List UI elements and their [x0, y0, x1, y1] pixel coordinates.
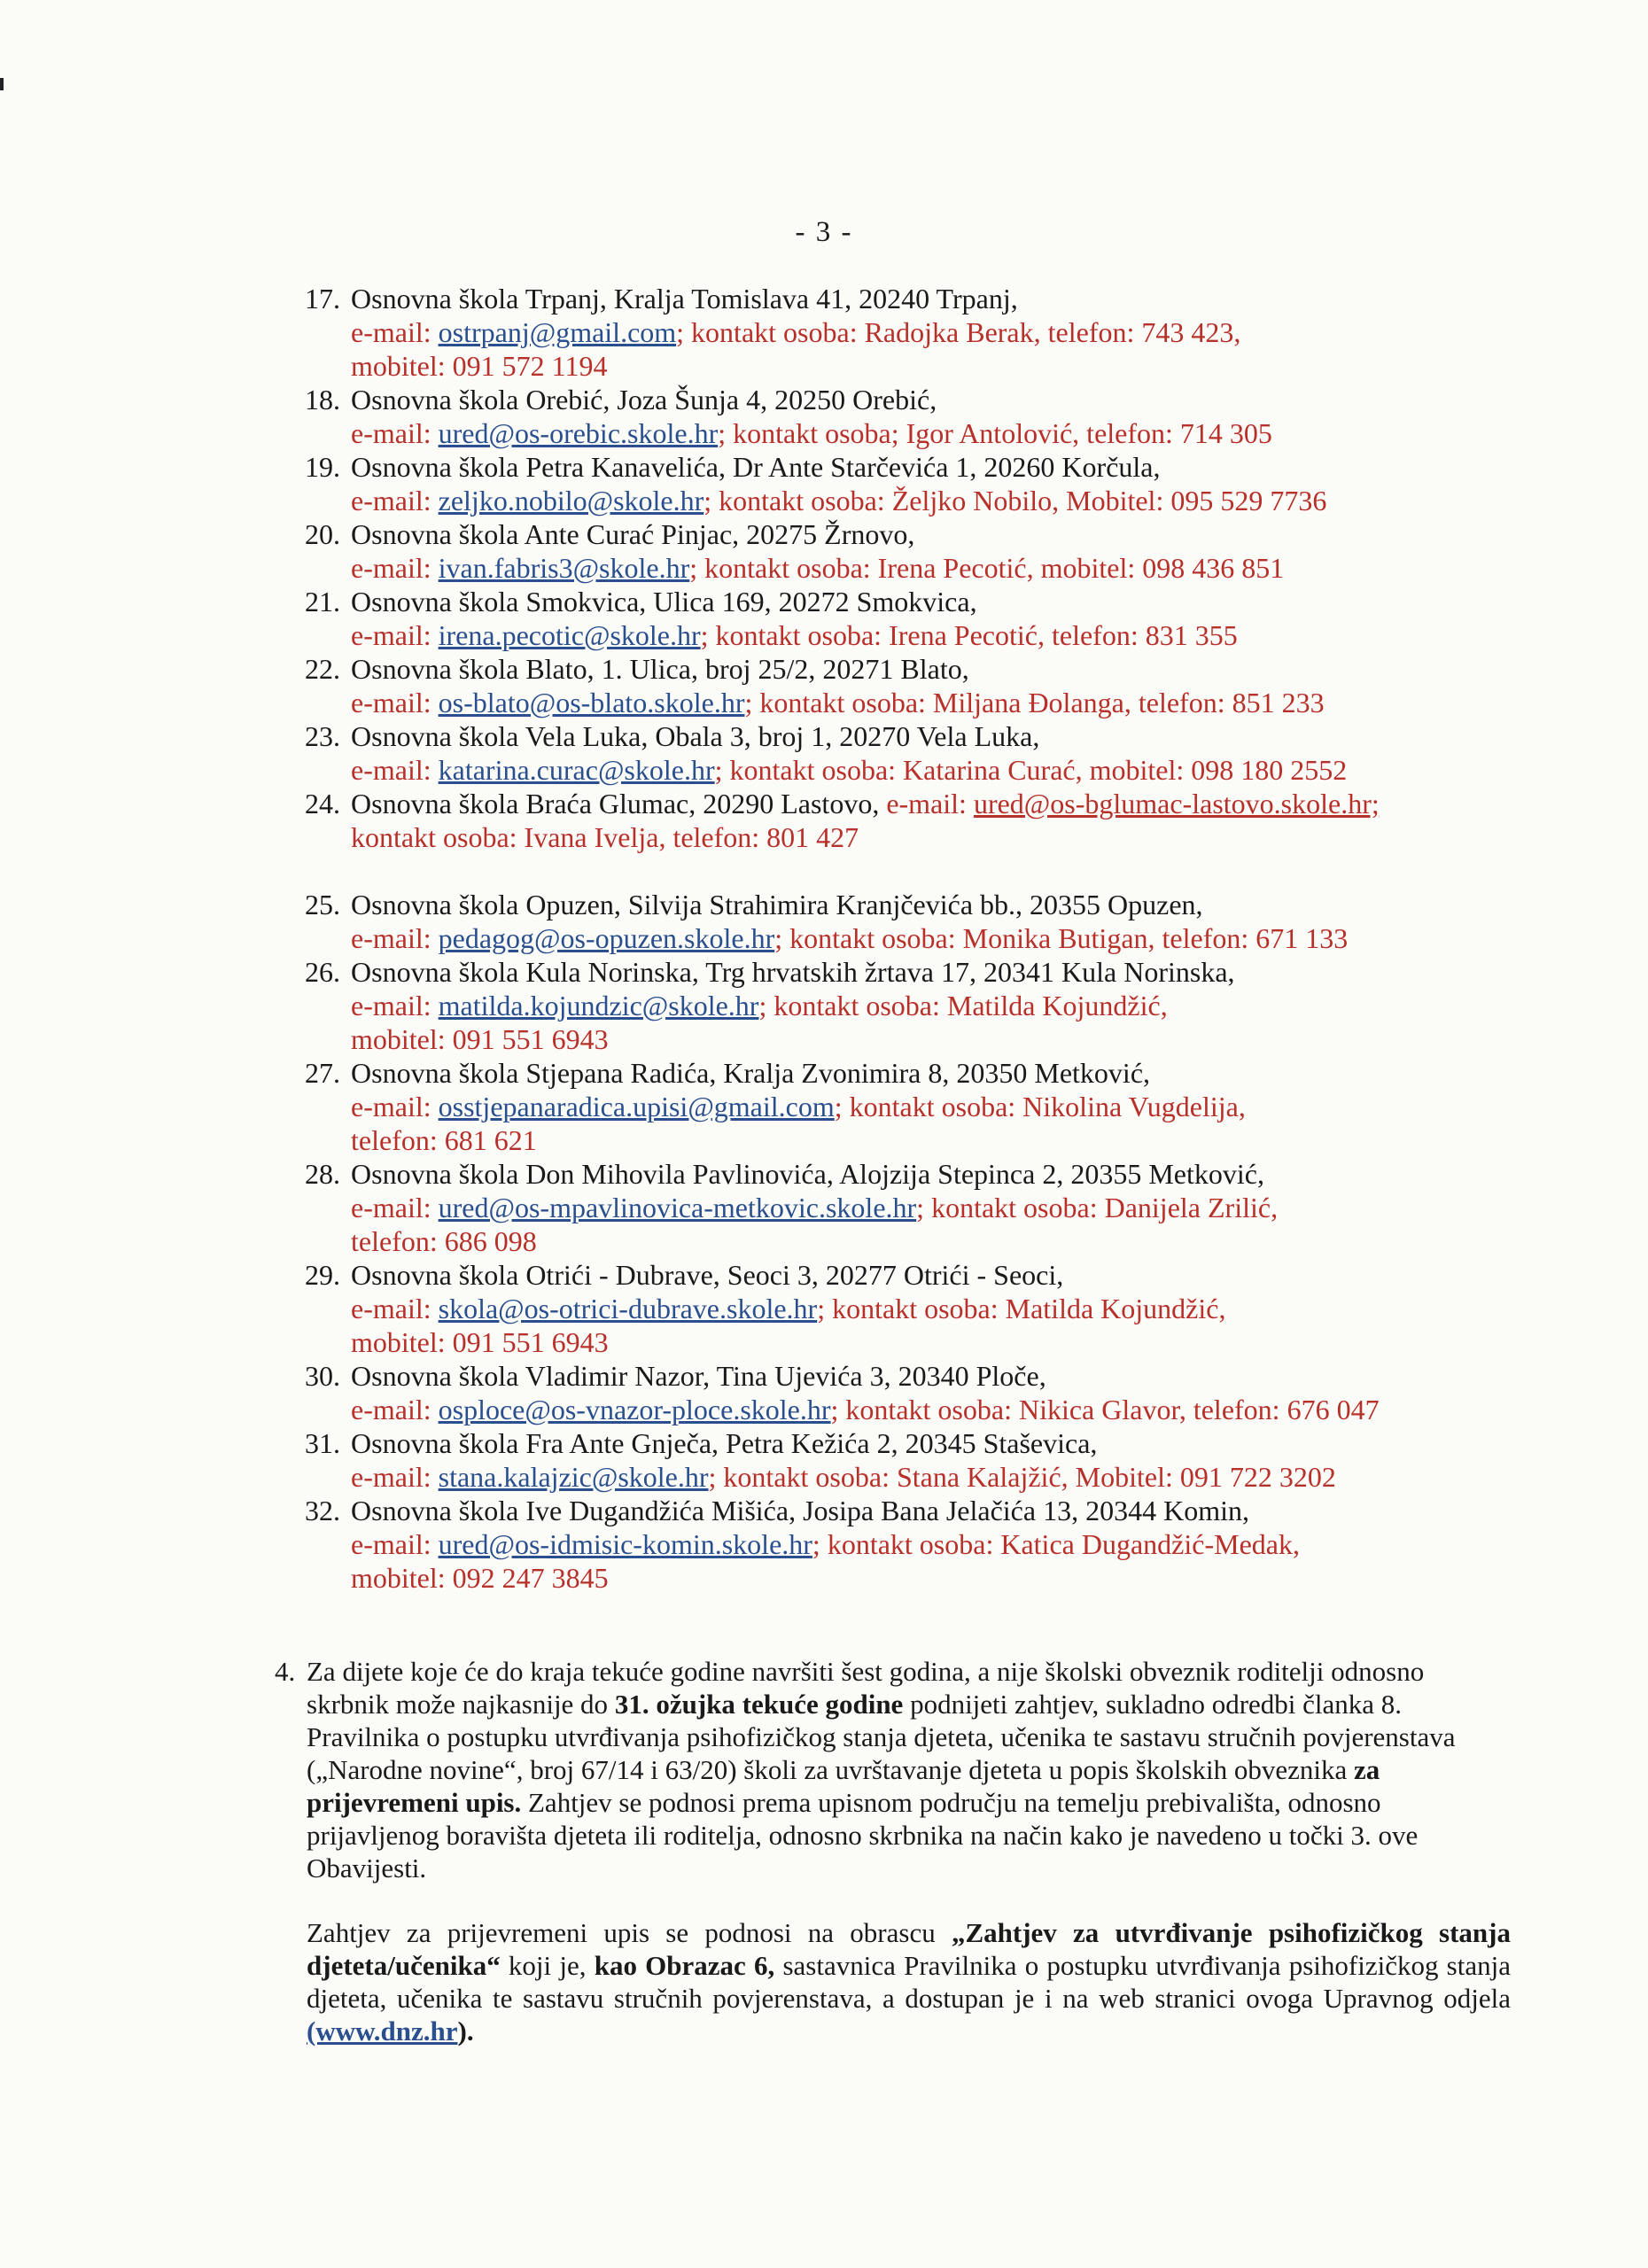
email-link[interactable]: irena.pecotic@skole.hr	[438, 619, 701, 651]
section-number: 4.	[275, 1656, 296, 1687]
email-label: e-mail:	[351, 417, 439, 449]
email-link[interactable]: osstjepanaradica.upisi@gmail.com	[438, 1091, 835, 1122]
contact-person: kontakt osoba; Igor Antolović, telefon: 714 305	[733, 417, 1272, 449]
section-4	[275, 1655, 1511, 2047]
email-label: e-mail:	[351, 1293, 439, 1324]
contact-line	[351, 753, 1528, 787]
contact-person: ;	[774, 922, 790, 954]
page-number: - 3 -	[795, 216, 853, 248]
item-number: 30.	[305, 1360, 340, 1392]
list-item	[305, 787, 1528, 854]
list-item	[305, 450, 1528, 517]
item-number: 23.	[305, 720, 340, 752]
school-address: Osnovna škola Opuzen, Silvija Strahimira Kranjčevića bb., 20355 Opuzen,	[351, 889, 1203, 920]
email-label: e-mail:	[351, 922, 439, 954]
contact-person: kontakt osoba: Matilda Kojundžić,	[773, 990, 1168, 1021]
contact-line-2: mobitel: 091 572 1194	[351, 350, 608, 382]
email-link[interactable]: ostrpanj@gmail.com	[438, 316, 677, 348]
email-label: e-mail:	[351, 754, 439, 786]
contact-person: ;	[700, 619, 716, 651]
school-address: Osnovna škola Don Mihovila Pavlinovića, Alojzija Stepinca 2, 20355 Metković,	[351, 1158, 1264, 1190]
contact-line: kontakt osoba: Ivana Ivelja, telefon: 801 427	[351, 821, 859, 853]
email-label: e-mail:	[351, 619, 439, 651]
text-run: ).	[457, 2016, 474, 2047]
list-item	[305, 585, 1528, 652]
email-label: e-mail:	[351, 552, 439, 584]
text-run: Zahtjev se podnosi prema upisnom području na temelju prebivališta, odnosno prijavljenog boravišta djeteta ili roditelja, odnosno skrbnika na način kako je navedeno u točki 3. ove Obavijesti.	[307, 1787, 1419, 1884]
email-link[interactable]: os-blato@os-blato.skole.hr	[438, 687, 745, 718]
contact-person: kontakt osoba: Matilda Kojundžić,	[832, 1293, 1226, 1324]
school-address: Osnovna škola Ive Dugandžića Mišića, Josipa Bana Jelačića 13, 20344 Komin,	[351, 1495, 1249, 1526]
email-label: e-mail:	[351, 1091, 439, 1122]
list-item	[305, 1494, 1528, 1595]
contact-person: kontakt osoba: Danijela Zrilić,	[931, 1192, 1279, 1223]
contact-line	[351, 416, 1528, 450]
contact-line-2: mobitel: 092 247 3845	[351, 1562, 609, 1594]
school-address: Osnovna škola Blato, 1. Ulica, broj 25/2, 20271 Blato,	[351, 653, 969, 685]
contact-person: kontakt osoba: Monika Butigan, telefon: 671 133	[789, 922, 1349, 954]
email-link[interactable]: zeljko.nobilo@skole.hr	[438, 485, 704, 517]
contact-person: kontakt osoba: Irena Pecotić, telefon: 831 355	[715, 619, 1238, 651]
bold-form-name: „Zahtjev za utvrđivanje psihofizičkog stanja djeteta/učenika“	[307, 1917, 1511, 1981]
contact-person: ;	[744, 687, 760, 718]
contact-line-2: telefon: 686 098	[351, 1225, 537, 1257]
contact-line	[351, 989, 1528, 1022]
list-item	[305, 282, 1528, 383]
email-link[interactable]: stana.kalajzic@skole.hr	[438, 1461, 709, 1493]
contact-person: kontakt osoba: Miljana Đolanga, telefon: 851 233	[759, 687, 1325, 718]
email-link[interactable]: osploce@os-vnazor-ploce.skole.hr	[438, 1394, 831, 1425]
contact-line	[351, 921, 1528, 955]
school-address: Osnovna škola Stjepana Radića, Kralja Zvonimira 8, 20350 Metković,	[351, 1057, 1151, 1089]
email-link[interactable]: pedagog@os-opuzen.skole.hr	[438, 922, 775, 954]
contact-person: kontakt osoba: Radojka Berak, telefon: 743 423,	[691, 316, 1241, 348]
contact-person: ;	[676, 316, 692, 348]
list-item	[305, 383, 1528, 450]
item-number: 26.	[305, 956, 340, 988]
contact-line	[351, 618, 1528, 652]
website-link[interactable]: (www.dnz.hr	[307, 2016, 458, 2047]
school-address: Osnovna škola Vela Luka, Obala 3, broj 1, 20270 Vela Luka,	[351, 720, 1040, 752]
contact-person: ;	[718, 417, 734, 449]
contact-person: kontakt osoba: Željko Nobilo, Mobitel: 095 529 7736	[719, 485, 1327, 517]
email-label: e-mail:	[351, 990, 439, 1021]
list-item	[305, 1359, 1528, 1426]
contact-line-2: telefon: 681 621	[351, 1124, 537, 1156]
email-label: e-mail:	[351, 687, 439, 718]
list-item	[305, 719, 1528, 787]
text-run: Za dijete koje će do kraja tekuće godine navršiti šest godina, a nije školski obveznik roditelji odnosno skrbnik može najkasnije do	[307, 1656, 1425, 1720]
contact-person: ;	[758, 990, 774, 1021]
school-address: Osnovna škola Petra Kanavelića, Dr Ante Starčevića 1, 20260 Korčula,	[351, 451, 1161, 483]
email-label: e-mail:	[886, 788, 974, 819]
email-label: e-mail:	[351, 1192, 439, 1223]
contact-person: kontakt osoba: Irena Pecotić, mobitel: 098 436 851	[704, 552, 1285, 584]
list-item	[305, 888, 1528, 955]
item-number: 20.	[305, 518, 340, 550]
email-link[interactable]: ivan.fabris3@skole.hr	[438, 552, 690, 584]
contact-person: ;	[916, 1192, 932, 1223]
item-number: 17.	[305, 283, 340, 315]
paragraph-2	[307, 1916, 1511, 2047]
contact-person: ;	[812, 1528, 828, 1560]
text-run: podnijeti zahtjev, sukladno odredbi članka 8. Pravilnika o postupku utvrđivanja psihofizičkog stanja djeteta, učenika te sastavu stručnih povjerenstava („Narodne novine“, broj 67/14 i 63/20) školi za uvrštavanje djeteta u popis školskih obveznika	[307, 1689, 1456, 1785]
school-address: Osnovna škola Kula Norinska, Trg hrvatskih žrtava 17, 20341 Kula Norinska,	[351, 956, 1235, 988]
contact-line	[351, 1292, 1528, 1325]
item-number: 22.	[305, 653, 340, 685]
contact-line	[351, 1527, 1528, 1561]
school-address: Osnovna škola Smokvica, Ulica 169, 20272 Smokvica,	[351, 586, 977, 617]
contact-person: ;	[708, 1461, 724, 1493]
bold-form-number: kao Obrazac 6,	[594, 1950, 775, 1981]
contact-person: ;	[817, 1293, 833, 1324]
school-address: Osnovna škola Braća Glumac, 20290 Lastovo,	[351, 788, 887, 819]
item-number: 24.	[305, 788, 340, 819]
list-item	[305, 652, 1528, 719]
email-link[interactable]: ured@os-idmisic-komin.skole.hr	[438, 1528, 812, 1560]
contact-person: ;	[689, 552, 705, 584]
list-item	[305, 1157, 1528, 1258]
item-number: 32.	[305, 1495, 340, 1526]
item-number: 31.	[305, 1427, 340, 1459]
email-label: e-mail:	[351, 485, 439, 517]
list-item	[305, 517, 1528, 585]
contact-line	[351, 484, 1528, 517]
contact-person: ;	[704, 485, 719, 517]
text-run: koji je,	[500, 1950, 595, 1981]
contact-line-2: mobitel: 091 551 6943	[351, 1326, 609, 1358]
email-link[interactable]: ured@os-bglumac-lastovo.skole.hr;	[973, 788, 1380, 819]
list-item	[305, 1426, 1528, 1494]
item-number: 28.	[305, 1158, 340, 1190]
contact-line-2: mobitel: 091 551 6943	[351, 1023, 609, 1055]
contact-person: kontakt osoba: Nikolina Vugdelija,	[849, 1091, 1246, 1122]
contact-line	[351, 315, 1528, 349]
item-number: 18.	[305, 384, 340, 416]
contact-person: ;	[834, 1091, 850, 1122]
contact-line	[351, 1460, 1528, 1494]
email-link[interactable]: skola@os-otrici-dubrave.skole.hr	[438, 1293, 818, 1324]
school-address: Osnovna škola Trpanj, Kralja Tomislava 41, 20240 Trpanj,	[351, 283, 1018, 315]
school-address: Osnovna škola Vladimir Nazor, Tina Ujevića 3, 20340 Ploče,	[351, 1360, 1046, 1392]
school-address: Osnovna škola Orebić, Joza Šunja 4, 20250 Orebić,	[351, 384, 937, 416]
email-label: e-mail:	[351, 1394, 439, 1425]
list-item	[305, 1258, 1528, 1359]
contact-person: kontakt osoba: Nikica Glavor, telefon: 676 047	[845, 1394, 1380, 1425]
school-address: Osnovna škola Otrići - Dubrave, Seoci 3, 20277 Otrići - Seoci,	[351, 1259, 1064, 1291]
email-label: e-mail:	[351, 1461, 439, 1493]
list-item	[305, 955, 1528, 1056]
contact-line	[351, 551, 1528, 585]
scan-mark	[0, 78, 4, 90]
contact-line	[351, 1191, 1528, 1224]
contact-line	[351, 1393, 1528, 1426]
contact-person: kontakt osoba: Katarina Curać, mobitel: 098 180 2552	[729, 754, 1348, 786]
email-label: e-mail:	[351, 316, 439, 348]
contact-line	[351, 1090, 1528, 1123]
paragraph-1	[307, 1655, 1511, 1884]
list-item	[305, 1056, 1528, 1157]
contact-line	[351, 686, 1528, 719]
school-address: Osnovna škola Fra Ante Gnječa, Petra Kežića 2, 20345 Staševica,	[351, 1427, 1098, 1459]
contact-person: ;	[714, 754, 730, 786]
spacer	[305, 854, 1528, 888]
item-number: 29.	[305, 1259, 340, 1291]
item-number: 19.	[305, 451, 340, 483]
contact-person: kontakt osoba: Katica Dugandžić-Medak,	[827, 1528, 1300, 1560]
item-number: 25.	[305, 889, 340, 920]
email-link[interactable]: katarina.curac@skole.hr	[438, 754, 715, 786]
text-run: Zahtjev za prijevremeni upis se podnosi na obrascu	[307, 1917, 952, 1948]
email-link[interactable]: ured@os-mpavlinovica-metkovic.skole.hr	[438, 1192, 917, 1223]
email-label: e-mail:	[351, 1528, 439, 1560]
school-list	[305, 282, 1528, 1595]
email-link[interactable]: ured@os-orebic.skole.hr	[438, 417, 719, 449]
school-address: Osnovna škola Ante Curać Pinjac, 20275 Žrnovo,	[351, 518, 915, 550]
item-number: 27.	[305, 1057, 340, 1089]
item-number: 21.	[305, 586, 340, 617]
contact-person: ;	[830, 1394, 846, 1425]
text-run: sastavnica Pravilnika o postupku utvrđivanja psihofizičkog stanja djeteta, učenika te sastavu stručnih povjerenstava, a dostupan je i na web stranici ovoga Upravnog odjela	[307, 1950, 1511, 2014]
email-link[interactable]: matilda.kojundzic@skole.hr	[438, 990, 759, 1021]
bold-early-enrollment: za prijevremeni upis.	[307, 1754, 1380, 1818]
contact-person: kontakt osoba: Stana Kalajžić, Mobitel: 091 722 3202	[723, 1461, 1336, 1493]
bold-deadline: 31. ožujka tekuće godine	[614, 1689, 904, 1720]
